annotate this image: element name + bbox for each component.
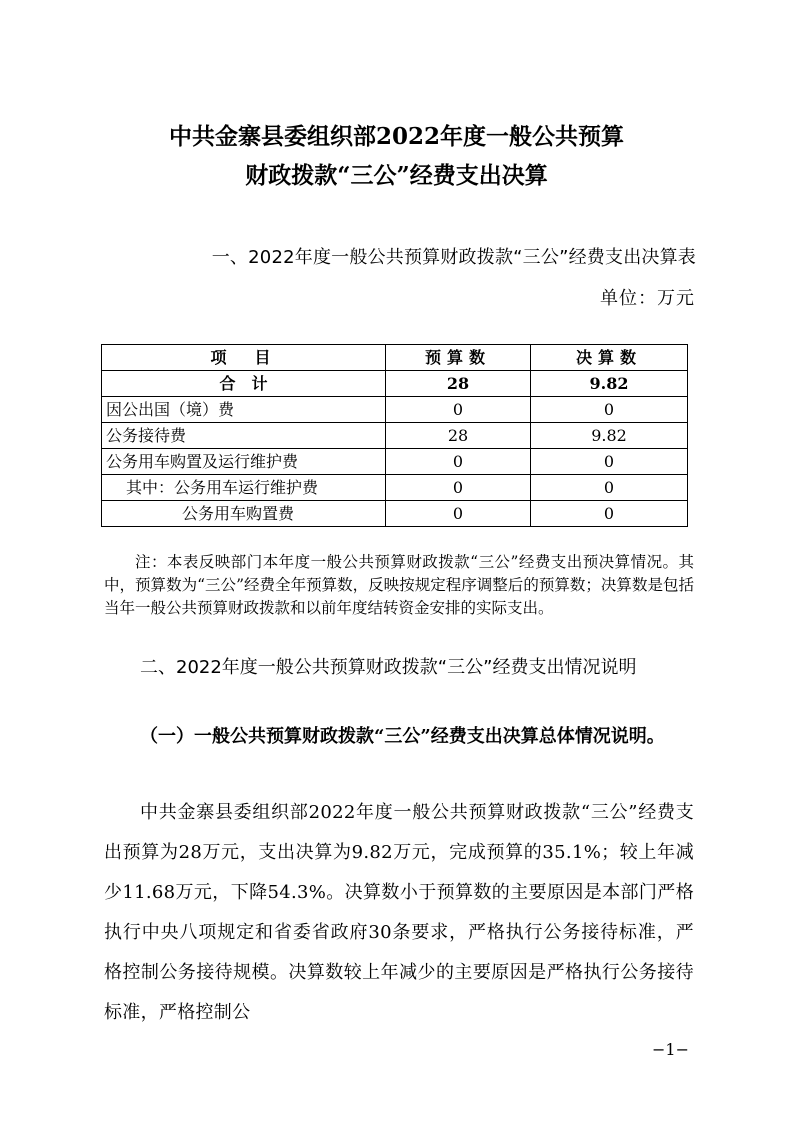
- row-budget: 0: [386, 449, 531, 475]
- row-label: 公务用车购置及运行维护费: [102, 449, 386, 475]
- table-row: [102, 501, 688, 527]
- table-header-row: [102, 345, 688, 371]
- row-budget: 0: [386, 501, 531, 527]
- row-label: 其中：公务用车运行维护费: [102, 475, 386, 501]
- row-label: 合 计: [102, 371, 386, 397]
- table-row: [102, 475, 688, 501]
- document-title-line1: 中共金寨县委组织部2022年度一般公共预算: [168, 123, 624, 150]
- row-actual: 0: [531, 397, 688, 423]
- header-budget: 预算数: [386, 345, 531, 371]
- row-budget: 28: [386, 371, 531, 397]
- header-item: 项 目: [102, 345, 386, 371]
- row-label: 公务接待费: [102, 423, 386, 449]
- row-actual: 0: [531, 449, 688, 475]
- section1-heading: 一、2022年度一般公共预算财政拨款“三公”经费支出决算表: [211, 247, 696, 268]
- row-budget: 28: [386, 423, 531, 449]
- row-actual: 0: [531, 475, 688, 501]
- header-actual: 决算数: [531, 345, 688, 371]
- row-budget: 0: [386, 397, 531, 423]
- budget-table: [101, 344, 688, 527]
- row-label: 公务用车购置费: [102, 501, 386, 527]
- document-title-line2: 财政拨款“三公”经费支出决算: [245, 162, 548, 189]
- table-row-total: [102, 371, 688, 397]
- row-actual: 0: [531, 501, 688, 527]
- body-paragraph: 中共金寨县委组织部2022年度一般公共预算财政拨款“三公”经费支出预算为28万元，支出决算为9.82万元，完成预算的35.1%；较上年减少11.68万元，下降54.3%。决算数小于预算数的主要原因是本部门严格执行中央八项规定和省委省政府30条要求，严格执行公务接待标准，严格控制公务接待规模。决算数较上年减少的主要原因是严格执行公务接待标准，严格控制公: [104, 802, 694, 1023]
- unit-label: 单位：万元: [600, 288, 695, 309]
- table-row: [102, 397, 688, 423]
- table-row: [102, 449, 688, 475]
- page-number: −1−: [652, 1040, 689, 1059]
- row-label: 因公出国（境）费: [102, 397, 386, 423]
- row-budget: 0: [386, 475, 531, 501]
- row-actual: 9.82: [531, 423, 688, 449]
- section2-heading: 二、2022年度一般公共预算财政拨款“三公”经费支出情况说明: [140, 657, 637, 678]
- subsection1-heading: （一）一般公共预算财政拨款“三公”经费支出决算总体情况说明。: [140, 726, 665, 747]
- table-row: [102, 423, 688, 449]
- row-actual: 9.82: [531, 371, 688, 397]
- table-note: 注：本表反映部门本年度一般公共预算财政拨款“三公”经费支出预决算情况。其中，预算数为“三公”经费全年预算数，反映按规定程序调整后的预算数；决算数是包括当年一般公共预算财政拨款和以前年度结转资金安排的实际支出。: [104, 553, 694, 617]
